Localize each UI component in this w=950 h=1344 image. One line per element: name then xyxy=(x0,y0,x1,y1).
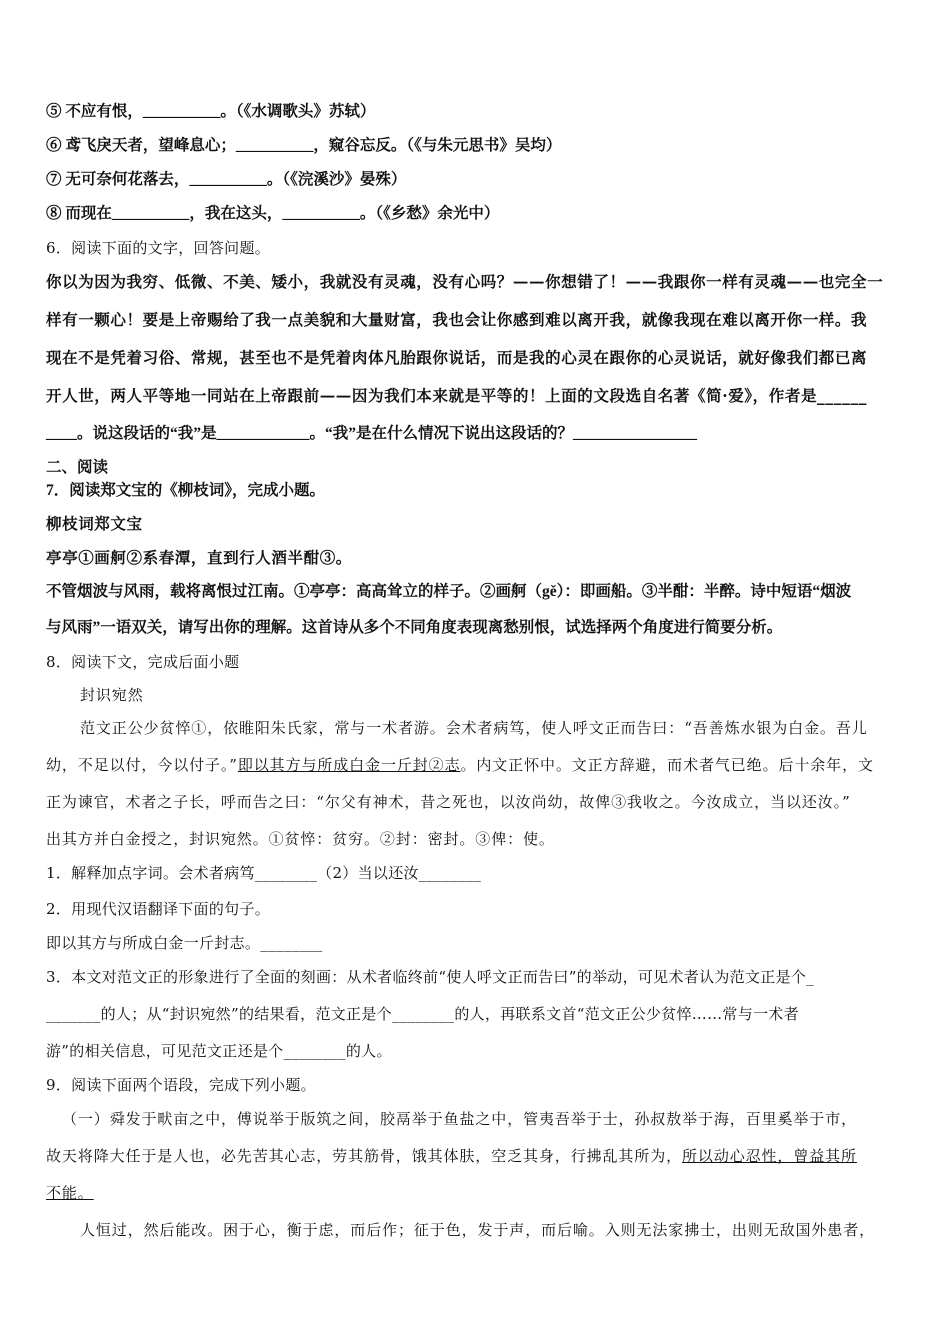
q6-passage-line: 开人世，两人平等地一同站在上帝跟前——因为我们本来就是平等的！上面的文段选自名著《简·爱》，作者是______ xyxy=(46,386,868,405)
q6-title: 6．阅读下面的文字，回答问题。 xyxy=(46,239,271,257)
q5-item-6: ⑥ 鸢飞戾天者，望峰息心；__________，窥谷忘反。（《与朱元思书》吴均） xyxy=(46,137,562,154)
q9-passage-line: （一）舜发于畎亩之中，傅说举于版筑之间，胶鬲举于鱼盐之中，管夷吾举于士，孙叔敖举于海，百里奚举于市， xyxy=(62,1110,858,1128)
underlined-sentence: 所以动心忍性，曾益其所 xyxy=(682,1147,857,1165)
q9-passage-line xyxy=(46,1183,94,1203)
q6-passage-line: 你以为因为我穷、低微、不美、矮小，我就没有灵魂，没有心吗？——你想错了！——我跟你一样有灵魂——也完全一 xyxy=(46,272,884,291)
q8-sub-question-2: 2．用现代汉语翻译下面的句子。 xyxy=(46,900,271,918)
q7-question-line: 与风雨”一语双关，请写出你的理解。这首诗从多个不同角度表现离愁别恨，试选择两个角度进行简要分析。 xyxy=(46,619,783,636)
q8-passage-line: 幼，不足以付，今以付子。”即以其方与所成白金一斤封②志。内文正怀中。文正方辞避，而术者气已绝。后十余年，文 xyxy=(46,756,874,774)
q8-passage-line: 范文正公少贫悴①，依睢阳朱氏家，常与一术者游。会术者病笃，使人呼文正而告曰：“吾善炼水银为白金。吾儿 xyxy=(80,719,868,737)
q6-passage-line: 现在不是凭着习俗、常规，甚至也不是凭着肉体凡胎跟你说话，而是我的心灵在跟你的心灵说话，就好像我们都已离 xyxy=(46,348,868,367)
q7-poem-title: 柳枝词郑文宝 xyxy=(46,514,143,533)
q7-question-line: 不管烟波与风雨，载将离恨过江南。①亭亭：高高耸立的样子。②画舸（gě）：即画船。③半酣：半醉。诗中短语“烟波 xyxy=(46,583,852,600)
q9-passage-line: 人恒过，然后能改。困于心，衡于虑，而后作；征于色，发于声，而后喻。入则无法家拂士，出则无敌国外患者， xyxy=(80,1221,876,1239)
underlined-sentence: 即以其方与所成白金一斤封②志 xyxy=(237,756,461,774)
q8-passage-line: 出其方并白金授之，封识宛然。①贫悴：贫穷。②封：密封。③俾：使。 xyxy=(46,830,555,848)
q8-passage-line: 正为谏官，术者之子长，呼而告之曰：“尔父有神术，昔之死也，以汝尚幼，故俾③我收之。今汝成立，当以还汝。” xyxy=(46,793,851,811)
underlined-sentence: 不能。 xyxy=(46,1184,94,1202)
q8-text-title: 封识宛然 xyxy=(80,686,144,704)
q8-sub-question-1: 1．解释加点字词。会术者病笃________（2）当以还汝________ xyxy=(46,864,482,882)
q5-item-7: ⑦ 无可奈何花落去，__________。（《浣溪沙》晏殊） xyxy=(46,171,407,188)
section-heading: 二、阅读 xyxy=(46,459,109,476)
q7-title: 7．阅读郑文宝的《柳枝词》，完成小题。 xyxy=(46,482,326,499)
q8-sub-question-3: 3．本文对范文正的形象进行了全面的刻画：从术者临终前“使人呼文正而告曰”的举动，可见术者认为范文正是个_ xyxy=(46,968,814,986)
q8-translate-sentence: 即以其方与所成白金一斤封志。________ xyxy=(46,934,323,952)
q8-sub-question-3: _______的人；从“封识宛然”的结果看，范文正是个________的人，再联系文首“范文正公少贫悴……常与一术者 xyxy=(46,1005,799,1023)
q6-passage-line: 样有一颗心！要是上帝赐给了我一点美貌和大量财富，我也会让你感到难以离开我，就像我现在难以离开你一样。我 xyxy=(46,310,868,329)
q5-item-8: ⑧ 而现在__________，我在这头，__________。（《乡愁》余光中） xyxy=(46,205,500,222)
q6-question: ____。说这段话的“我”是____________。“我”是在什么情况下说出这段话的？________________ xyxy=(46,425,698,442)
q9-title: 9．阅读下面两个语段，完成下列小题。 xyxy=(46,1076,316,1094)
q5-item-5: ⑤ 不应有恨，__________。（《水调歌头》苏轼） xyxy=(46,103,376,120)
q8-title: 8．阅读下文，完成后面小题 xyxy=(46,653,240,671)
q9-passage-line: 故天将降大任于是人也，必先苦其心志，劳其筋骨，饿其体肤，空乏其身，行拂乱其所为，所以动心忍性，曾益其所 xyxy=(46,1147,857,1165)
q7-poem-line: 亭亭①画舸②系春潭，直到行人酒半酣③。 xyxy=(46,548,352,567)
q8-sub-question-3: 游”的相关信息，可见范文正还是个________的人。 xyxy=(46,1042,392,1060)
